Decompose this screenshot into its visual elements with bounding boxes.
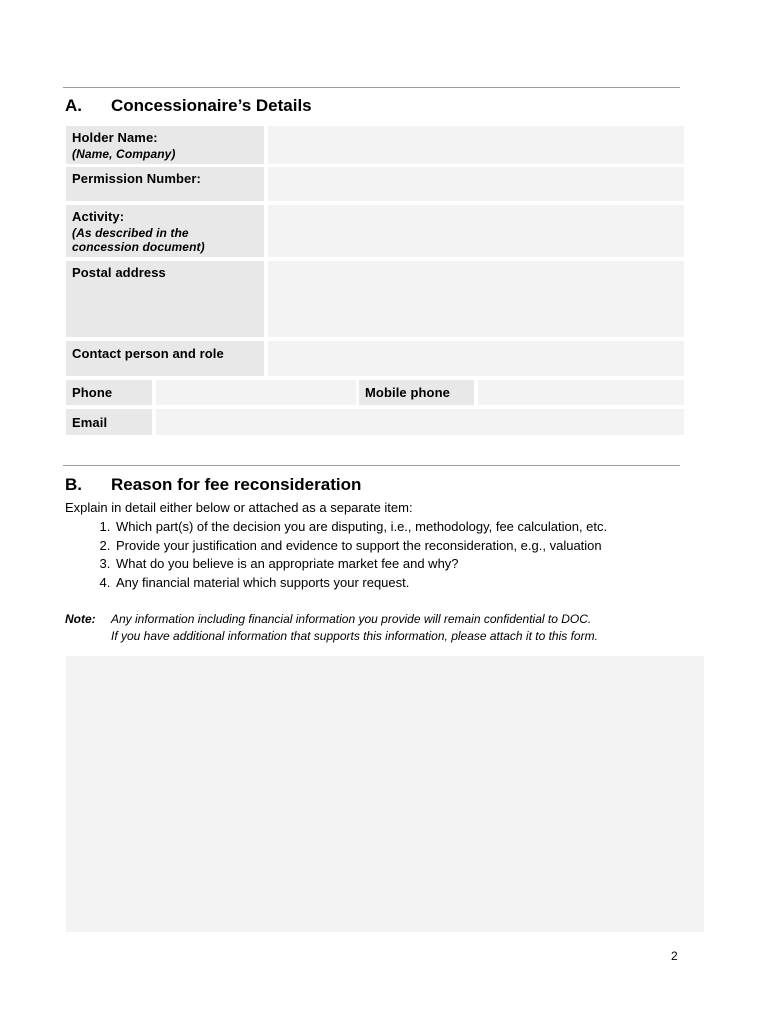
mobile-phone-label: Mobile phone <box>365 385 450 400</box>
reason-text-area[interactable] <box>66 656 704 932</box>
postal-address-label: Postal address <box>72 265 166 280</box>
permission-number-field[interactable] <box>268 167 684 201</box>
activity-label-cell <box>66 205 264 257</box>
note-label: Note: <box>65 612 96 626</box>
instruction-item: 3. What do you believe is an appropriate market fee and why? <box>114 555 754 574</box>
activity-label: Activity: <box>72 209 125 224</box>
section-b-title: Reason for fee reconsideration <box>111 475 362 494</box>
holder-name-label: Holder Name: <box>72 130 158 145</box>
postal-address-field[interactable] <box>268 261 684 337</box>
mobile-phone-field[interactable] <box>478 380 684 405</box>
holder-name-sub: (Name, Company) <box>72 147 176 161</box>
permission-number-label-cell <box>66 167 264 201</box>
confidentiality-note <box>65 611 598 645</box>
instruction-item: 1. Which part(s) of the decision you are disputing, i.e., methodology, fee calculation, etc. <box>114 518 754 537</box>
postal-address-label-cell <box>66 261 264 337</box>
section-b-intro: Explain in detail either below or attached as a separate item: <box>65 500 413 515</box>
contact-person-label-cell <box>66 341 264 376</box>
activity-field[interactable] <box>268 205 684 257</box>
phone-field[interactable] <box>156 380 356 405</box>
activity-sub-line1: (As described in the <box>72 226 189 240</box>
section-a-letter: A. <box>65 96 82 115</box>
holder-name-field[interactable] <box>268 126 684 164</box>
section-b-heading <box>65 475 361 495</box>
contact-person-label: Contact person and role <box>72 346 224 361</box>
instruction-list <box>65 518 754 592</box>
section-a-title: Concessionaire’s Details <box>111 96 312 115</box>
activity-sub-line2: concession document) <box>72 240 205 254</box>
mobile-phone-label-cell <box>359 380 474 405</box>
phone-label-cell <box>66 380 152 405</box>
contact-person-field[interactable] <box>268 341 684 376</box>
email-field[interactable] <box>156 409 684 435</box>
email-label-cell <box>66 409 152 435</box>
section-b-rule <box>63 465 680 466</box>
section-a-heading <box>65 96 312 116</box>
page-number: 2 <box>671 949 678 963</box>
note-line1: Any information including financial information you provide will remain confidential to DOC. <box>111 612 592 626</box>
section-b-letter: B. <box>65 475 82 494</box>
email-label: Email <box>72 415 108 430</box>
instruction-item: 2. Provide your justification and evidence to support the reconsideration, e.g., valuation <box>114 537 754 556</box>
permission-number-label: Permission Number: <box>72 171 201 186</box>
note-line2: If you have additional information that supports this information, please attach it to this form. <box>111 629 598 643</box>
instruction-item: 4. Any financial material which supports your request. <box>114 574 754 593</box>
section-a-rule <box>63 87 680 88</box>
phone-label: Phone <box>72 385 113 400</box>
holder-name-label-cell <box>66 126 264 164</box>
